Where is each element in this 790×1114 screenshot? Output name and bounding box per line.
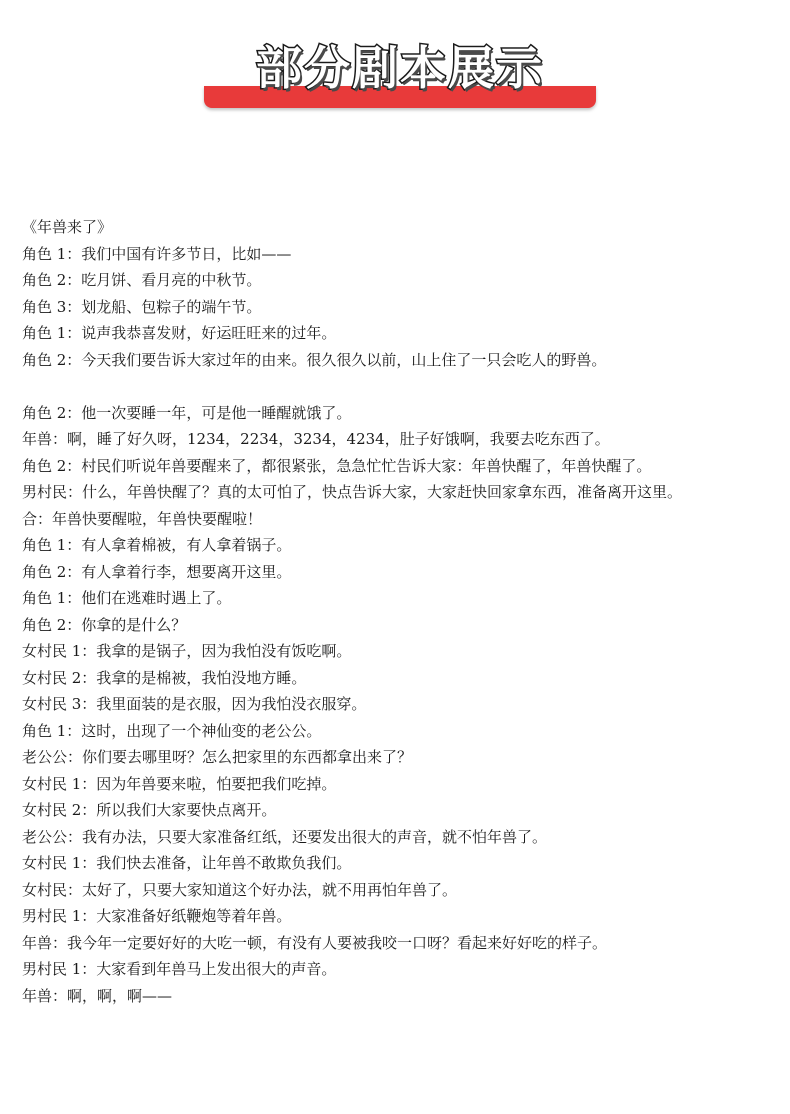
- script-line: 男村民：什么，年兽快醒了？真的太可怕了，快点告诉大家，大家赶快回家拿东西，准备离开这里。: [22, 483, 683, 501]
- banner-title: 部分剧本展示: [256, 41, 544, 95]
- script-line: 角色 2：他一次要睡一年，可是他一睡醒就饿了。: [22, 403, 352, 422]
- script-line: 角色 3：划龙船、包粽子的端午节。: [22, 297, 262, 316]
- script-line: 老公公：你们要去哪里呀？怎么把家里的东西都拿出来了？: [22, 748, 413, 766]
- script-title: 《年兽来了》: [22, 218, 113, 236]
- script-line: 女村民 1：我拿的是锅子，因为我怕没有饭吃啊。: [22, 642, 352, 660]
- script-section-1: [22, 241, 742, 374]
- script-line: 年兽：啊，睡了好久呀，1234，2234，3234，4234，肚子好饿啊，我要去吃东西了。: [22, 430, 610, 448]
- script-line: 女村民 1：我们快去准备，让年兽不敢欺负我们。: [22, 854, 352, 872]
- section-spacer: [22, 373, 742, 400]
- script-body: [22, 214, 742, 1009]
- script-line: 角色 1：有人拿着棉被，有人拿着锅子。: [22, 536, 292, 554]
- script-line: 角色 1：这时，出现了一个神仙变的老公公。: [22, 721, 322, 740]
- script-line: 角色 1：说声我恭喜发财，好运旺旺来的过年。: [22, 324, 337, 342]
- script-line: 男村民 1：大家准备好纸鞭炮等着年兽。: [22, 907, 292, 925]
- script-line: 女村民 2：所以我们大家要快点离开。: [22, 801, 277, 819]
- script-section-2: [22, 400, 742, 1010]
- script-line: 老公公：我有办法，只要大家准备红纸，还要发出很大的声音，就不怕年兽了。: [22, 827, 548, 846]
- banner: [204, 28, 596, 110]
- script-line: 女村民 1：因为年兽要来啦，怕要把我们吃掉。: [22, 774, 337, 793]
- script-line: 角色 2：今天我们要告诉大家过年的由来。很久很久以前，山上住了一只会吃人的野兽。: [22, 350, 607, 369]
- script-line: 角色 2：有人拿着行李，想要离开这里。: [22, 562, 292, 581]
- script-line: 女村民：太好了，只要大家知道这个好办法，就不用再怕年兽了。: [22, 880, 458, 899]
- script-line: 男村民 1：大家看到年兽马上发出很大的声音。: [22, 960, 337, 978]
- script-line: 角色 1：他们在逃难时遇上了。: [22, 589, 232, 607]
- script-line: 年兽：我今年一定要好好的大吃一顿，有没有人要被我咬一口呀？看起来好好吃的样子。: [22, 933, 608, 952]
- script-line: 角色 1：我们中国有许多节日，比如——: [22, 244, 292, 263]
- script-line: 角色 2：吃月饼、看月亮的中秋节。: [22, 271, 262, 289]
- script-line: 角色 2：你拿的是什么？: [22, 615, 187, 634]
- script-line: 合：年兽快要醒啦，年兽快要醒啦！: [22, 509, 263, 528]
- script-line: 角色 2：村民们听说年兽要醒来了，都很紧张，急急忙忙告诉大家：年兽快醒了，年兽快醒了。: [22, 456, 652, 475]
- script-line: 女村民 3：我里面装的是衣服，因为我怕没衣服穿。: [22, 695, 367, 713]
- script-line: 年兽：啊，啊，啊——: [22, 986, 173, 1005]
- script-line: 女村民 2：我拿的是棉被，我怕没地方睡。: [22, 668, 307, 687]
